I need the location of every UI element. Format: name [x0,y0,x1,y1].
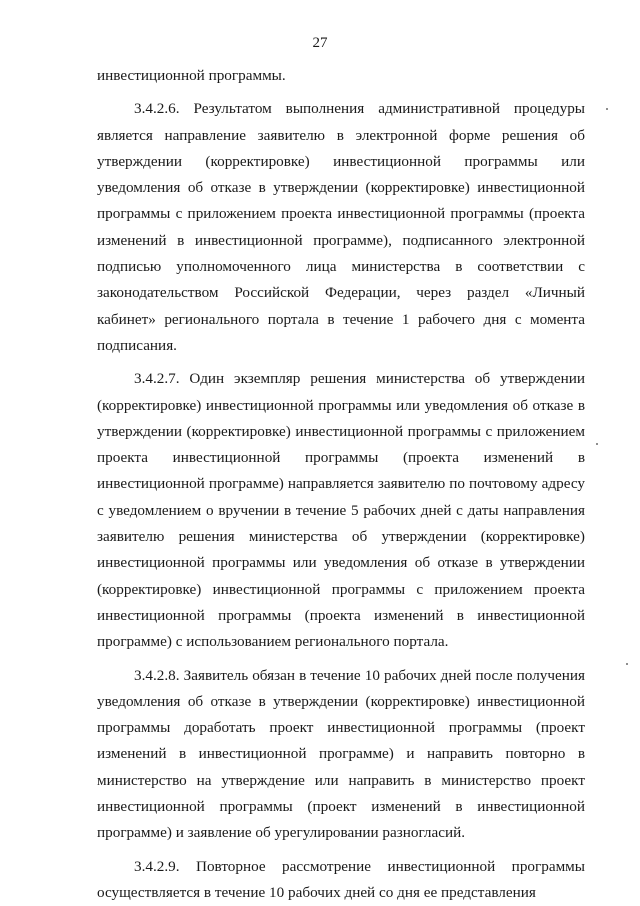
page-number: 27 [312,35,328,51]
paragraph-3-4-2-7: 3.4.2.7. Один экземпляр решения министерства об утверждении (корректировке) инвестиционной программы или уведомления об отказе в утверждении (корректировке) инвестиционной программы с приложением проекта инвестиционной программы (проекта изменений в инвестиционной программе) направляется заявителю по почтовому адресу с уведомлением о вручении в течение 5 рабочих дней с даты направления заявителю решения министерства об утверждении (корректировке) инвестиционной программы или уведомления об отказе в утверждении (корректировке) инвестиционной программы с приложением проекта инвестиционной программы (проекта изменений в инвестиционной программе) с использованием регионального портала. [97,370,585,651]
document-body [97,63,585,906]
scan-speck [596,443,598,445]
scan-speck [626,663,628,665]
scan-speck [606,108,608,110]
paragraph-3-4-2-6: 3.4.2.6. Результатом выполнения административной процедуры является направление заявителю в электронной форме решения об утверждении (корректировке) инвестиционной программы или уведомления об отказе в утверждении (корректировке) инвестиционной программы с приложением проекта инвестиционной программы (проекта изменений в инвестиционной программе), подписанного электронной подписью уполномоченного лица министерства в соответствии с законодательством Российской Федерации, через раздел «Личный кабинет» регионального портала в течение 1 рабочего дня с момента подписания. [97,100,585,354]
paragraph-3-4-2-8: 3.4.2.8. Заявитель обязан в течение 10 рабочих дней после получения уведомления об отказе в утверждении (корректировке) инвестиционной программы доработать проект инвестиционной программы (проект изменений в инвестиционной программе) и направить повторно в министерство на утверждение или направить в министерство проект инвестиционной программы (проект изменений в инвестиционной программе) и заявление об урегулировании разногласий. [97,666,585,842]
paragraph-3-4-2-9: 3.4.2.9. Повторное рассмотрение инвестиционной программы осуществляется в течение 10 рабочих дней со дня ее представления [97,857,585,901]
continuation-line: инвестиционной программы. [97,67,286,84]
